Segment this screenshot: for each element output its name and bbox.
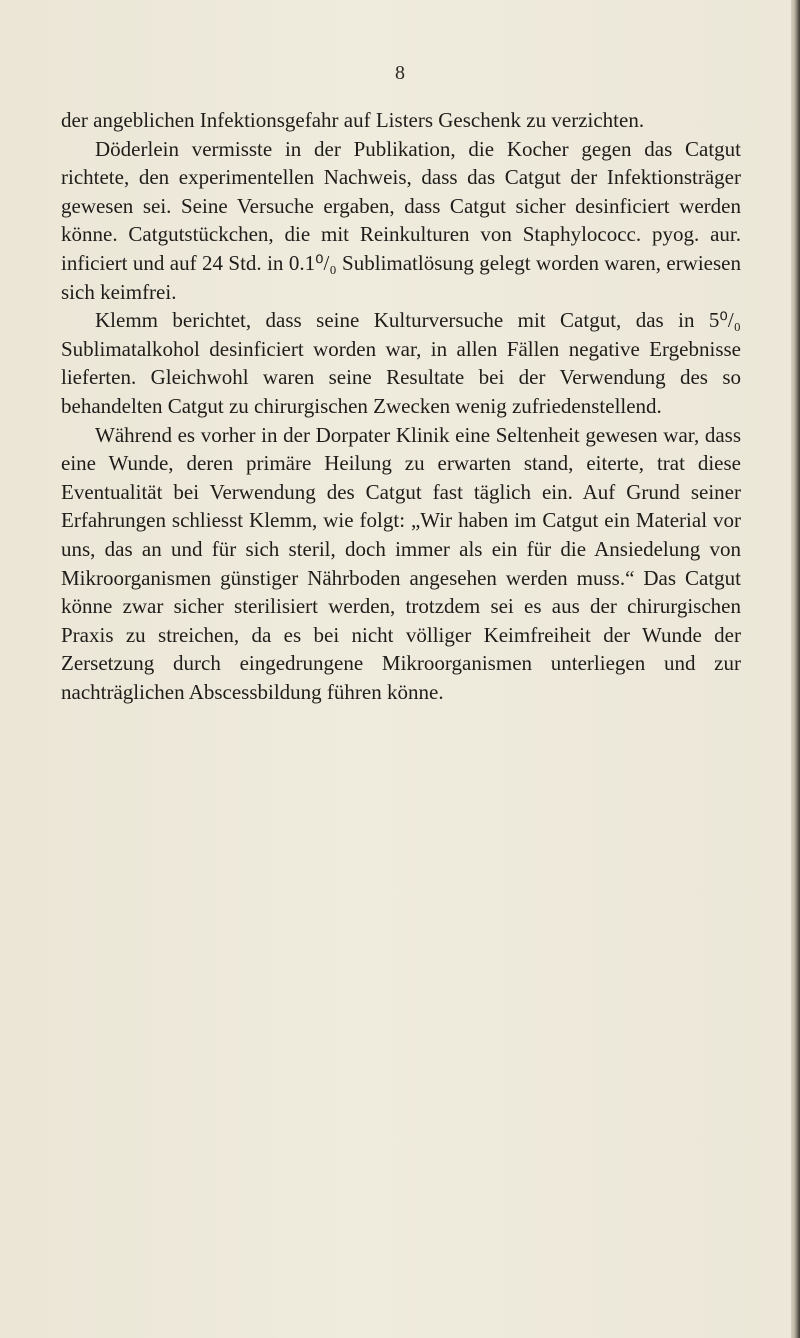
body-text [61,106,741,706]
page-edge-shadow [791,0,800,1338]
page-number: 8 [395,62,405,84]
paragraph-dorpater-klinik: Während es vorher in der Dorpater Klinik eine Seltenheit gewesen war, dass eine Wunde, deren primäre Heilung zu erwarten stand, eiterte, trat diese Eventualität bei Verwendung des Catgut fast täglich ein. Auf Grund seiner Erfahrungen schliesst Klemm, wie folgt: „Wir haben im Catgut ein Material vor uns, das an und für sich steril, doch immer als ein für die Ansiedelung von Mikroorganismen günstiger Nährboden angesehen werden muss.“ Das Catgut könne zwar sicher sterilisiert werden, trotzdem sei es aus der chirurgischen Praxis zu streichen, da es bei nicht völliger Keimfreiheit der Wunde der Zersetzung durch eingedrungene Mikroorganismen unterliegen und zur nachträglichen Abscessbildung führen könne. [61,422,741,704]
paragraph-continuation: der angeblichen Infektionsgefahr auf Listers Geschenk zu verzichten. [61,108,645,132]
paragraph-klemm: Klemm berichtet, dass seine Kulturversuche mit Catgut, das in 5⁰/₀ Sublimatalkohol desinficiert worden war, in allen Fällen negative Ergebnisse lieferten. Gleichwohl waren seine Resultate bei der Verwendung des so behandelten Catgut zu chirurgischen Zwecken wenig zufriedenstellend. [61,308,741,418]
paragraph-doederlein: Döderlein vermisste in der Publikation, die Kocher gegen das Catgut richtete, den experimentellen Nachweis, dass das Catgut der Infektionsträger gewesen sei. Seine Versuche ergaben, dass Catgut sicher desinficiert werden könne. Catgutstückchen, die mit Reinkulturen von Staphylococc. pyog. aur. inficiert und auf 24 Std. in 0.1⁰/₀ Sublimatlösung gelegt worden waren, erwiesen sich keimfrei. [61,136,741,304]
